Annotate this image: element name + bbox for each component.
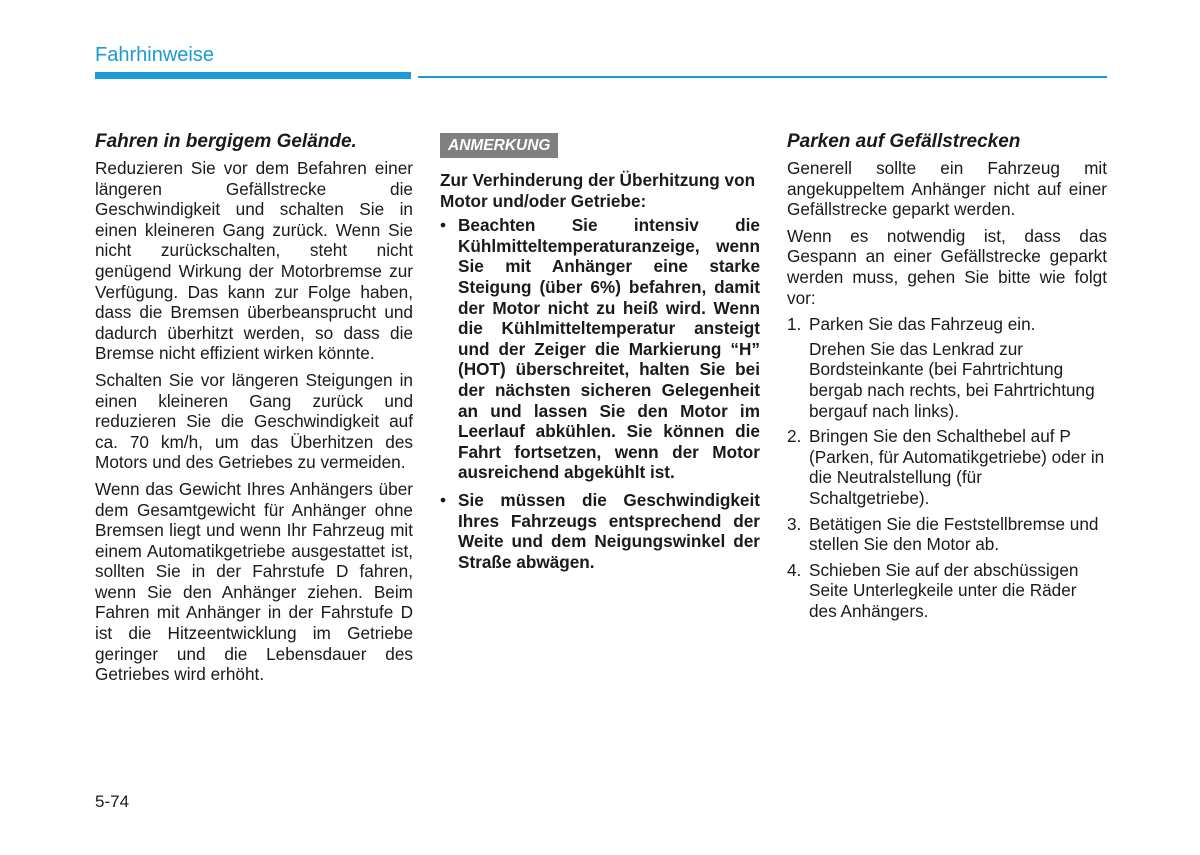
- bullet-text: Beachten Sie intensiv die Kühlmitteltemperaturanzeige, wenn Sie mit Anhänger eine starke Steigung (über 6%) befahren, damit der Motor nicht zu heiß wird. Wenn die Kühlmitteltemperatur ansteigt und der Zeiger die Markierung “H” (HOT) überschreitet, halten Sie bei der nächsten sicheren Gelegenheit an und lassen Sie den Motor im Leerlauf abkühlen. Sie können die Fahrt fortsetzen, wenn der Motor ausreichend abgekühlt ist.: [458, 215, 760, 483]
- step-number: 2.: [787, 426, 802, 447]
- step-text: Betätigen Sie die Feststellbremse und stellen Sie den Motor ab.: [809, 513, 1099, 555]
- paragraph: Wenn das Gewicht Ihres Anhängers über dem Gesamtgewicht für Anhänger ohne Bremsen liegt und wenn Ihr Fahrzeug mit einem Automatikgetriebe ausgestattet ist, sollten Sie in der Fahrstufe D fahren, wenn Sie den Anhänger ziehen. Beim Fahren mit Anhänger in der Fahrstufe D ist die Hitzeentwicklung im Getriebe geringer und die Lebensdauer des Getriebes wird erhöht.: [95, 478, 413, 685]
- paragraph: Generell sollte ein Fahrzeug mit angekuppeltem Anhänger nicht auf einer Gefällstrecke geparkt werden.: [787, 158, 1107, 220]
- section-title: Fahrhinweise: [95, 44, 214, 66]
- note-intro: Zur Verhinderung der Überhitzung von Motor und/oder Getriebe:: [440, 170, 756, 211]
- heading-parking-on-slopes: Parken auf Gefällstrecken: [787, 131, 1021, 152]
- step-text: Parken Sie das Fahrzeug ein.: [809, 314, 1036, 335]
- header-rule-thick: [95, 72, 411, 79]
- parking-steps-list: [787, 314, 1107, 621]
- paragraph: Schalten Sie vor längeren Steigungen in einen kleineren Gang zurück und reduzieren Sie die Geschwindigkeit auf ca. 70 km/h, um das Überhitzen des Motors und des Getriebes zu vermeiden.: [95, 369, 413, 473]
- note-badge: ANMERKUNG: [440, 133, 558, 158]
- paragraph: Wenn es notwendig ist, dass das Gespann an einer Gefällstrecke geparkt werden muss, gehen Sie bitte wie folgt vor:: [787, 225, 1107, 308]
- header-rule-thin: [418, 76, 1107, 78]
- note-bullet-list: [440, 215, 760, 572]
- bullet-icon: •: [440, 215, 447, 236]
- step-text: Bringen Sie den Schalthebel auf P (Parken, für Automatikgetriebe) oder in die Neutralstellung (für Schaltgetriebe).: [809, 426, 1105, 508]
- step-number: 4.: [787, 559, 802, 580]
- heading-mountain-driving: Fahren in bergigem Gelände.: [95, 131, 357, 152]
- list-item: [440, 215, 760, 483]
- note-box: [440, 130, 760, 579]
- step-subtext: Drehen Sie das Lenkrad zur Bordsteinkante (bei Fahrtrichtung bergab nach rechts, bei Fahrtrichtung bergauf nach links).: [809, 338, 1095, 421]
- step-text: Schieben Sie auf der abschüssigen Seite Unterlegkeile unter die Räder des Anhängers.: [809, 559, 1079, 621]
- list-item: [787, 560, 1107, 622]
- list-item: [787, 314, 1107, 421]
- list-item: [787, 426, 1107, 508]
- right-column: [787, 130, 1107, 626]
- page-number: 5-74: [95, 792, 130, 811]
- bullet-text: Sie müssen die Geschwindigkeit Ihres Fahrzeugs entsprechend der Weite und dem Neigungswinkel der Straße abwägen.: [458, 489, 760, 572]
- step-number: 1.: [787, 314, 802, 335]
- step-number: 3.: [787, 513, 802, 534]
- paragraph: Reduzieren Sie vor dem Befahren einer längeren Gefällstrecke die Geschwindigkeit und schalten Sie in einen kleineren Gang zurück. Wenn Sie nicht zurückschalten, steht nicht genügend Wirkung der Motorbremse zur Verfügung. Das kann zur Folge haben, dass die Bremsen überbeansprucht und dadurch überhitzt werden, so dass die Bremse nicht effizient wirken könnte.: [95, 158, 413, 364]
- list-item: [440, 490, 760, 572]
- list-item: [787, 514, 1107, 555]
- left-column: [95, 130, 413, 691]
- bullet-icon: •: [440, 489, 447, 510]
